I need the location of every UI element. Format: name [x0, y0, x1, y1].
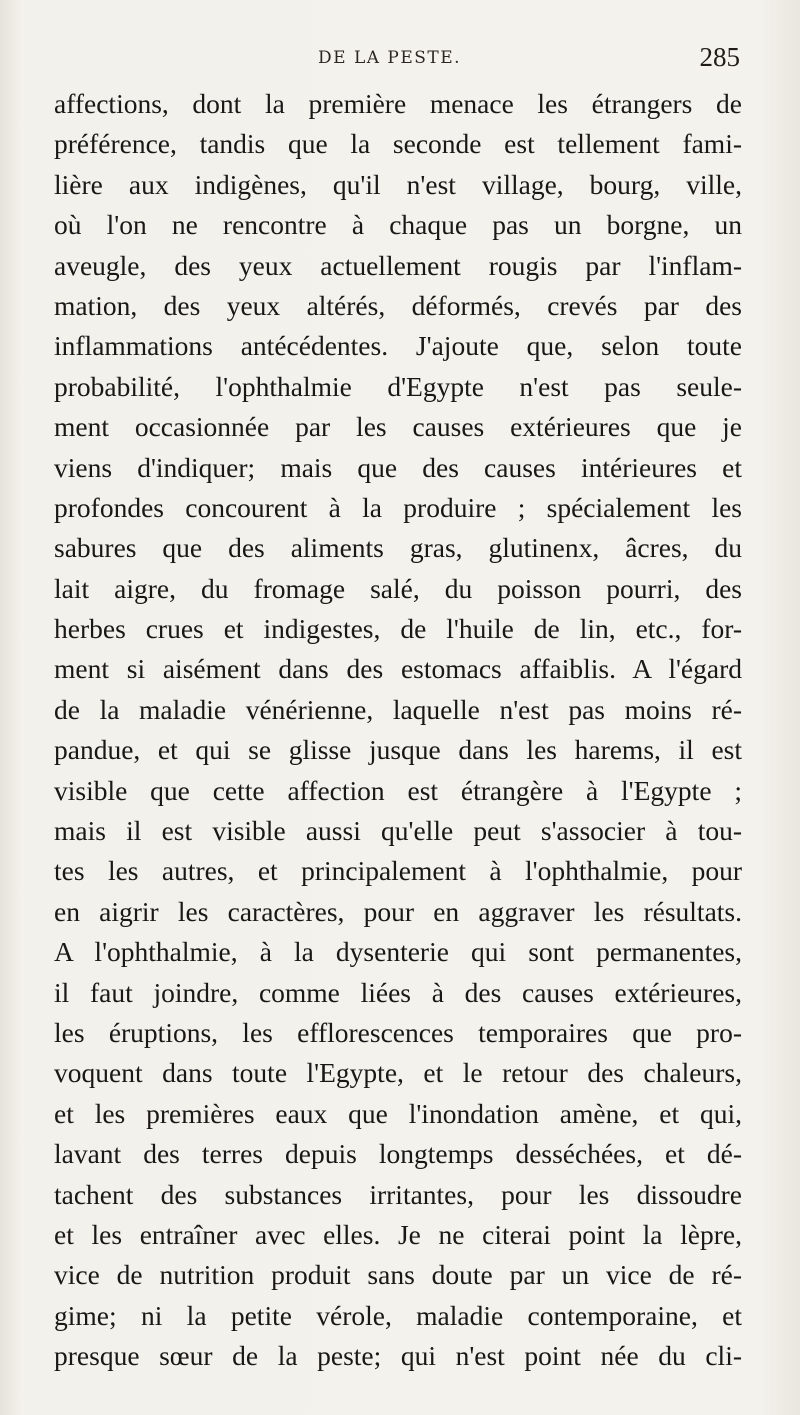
- text-line: profondes concourent à la produire ; spécialement les: [54, 491, 742, 523]
- text-line: visible que cette affection est étrangère à l'Egypte ;: [54, 774, 742, 806]
- text-line: tes les autres, et principalement à l'ophthalmie, pour: [54, 855, 742, 887]
- text-line: herbes crues et indigestes, de l'huile de lin, etc., for-: [54, 613, 742, 645]
- text-line: et les premières eaux que l'inondation amène, et qui,: [54, 1097, 742, 1129]
- text-line: voquent dans toute l'Egypte, et le retour des chaleurs,: [54, 1057, 742, 1089]
- body-text: [54, 84, 742, 1377]
- text-line: probabilité, l'ophthalmie d'Egypte n'est pas seule-: [54, 370, 742, 402]
- running-head: DE LA PESTE.: [318, 48, 462, 68]
- text-line: sabures que des aliments gras, glutinenx, âcres, du: [54, 532, 742, 564]
- page-header: [0, 42, 800, 76]
- text-line: de la maladie vénérienne, laquelle n'est pas moins ré-: [54, 693, 742, 725]
- text-line: lait aigre, du fromage salé, du poisson pourri, des: [54, 572, 742, 604]
- text-line: tachent des substances irritantes, pour les dissoudre: [54, 1178, 742, 1210]
- text-line: lière aux indigènes, qu'il n'est village, bourg, ville,: [54, 168, 742, 200]
- text-line: les éruptions, les efflorescences temporaires que pro-: [54, 1016, 742, 1048]
- text-line: où l'on ne rencontre à chaque pas un borgne, un: [54, 209, 742, 241]
- text-line: A l'ophthalmie, à la dysenterie qui sont permanentes,: [54, 936, 742, 968]
- text-line: affections, dont la première menace les étrangers de: [54, 88, 742, 119]
- text-line: mation, des yeux altérés, déformés, crevés par des: [54, 289, 742, 321]
- text-line: gime; ni la petite vérole, maladie contemporaine, et: [54, 1299, 742, 1331]
- text-line: préférence, tandis que la seconde est tellement fami-: [54, 128, 742, 160]
- text-line: viens d'indiquer; mais que des causes intérieures et: [54, 451, 742, 483]
- text-line: lavant des terres depuis longtemps desséchées, et dé-: [54, 1138, 742, 1170]
- text-line: il faut joindre, comme liées à des causes extérieures,: [54, 976, 742, 1008]
- text-line: mais il est visible aussi qu'elle peut s'associer à tou-: [54, 815, 742, 847]
- text-line: ment occasionnée par les causes extérieures que je: [54, 411, 742, 443]
- page-number: 285: [699, 42, 740, 72]
- text-line: vice de nutrition produit sans doute par un vice de ré-: [54, 1259, 742, 1291]
- text-line: aveugle, des yeux actuellement rougis par l'inflam-: [54, 249, 742, 281]
- text-line: inflammations antécédentes. J'ajoute que, selon toute: [54, 330, 742, 362]
- text-line: pandue, et qui se glisse jusque dans les harems, il est: [54, 734, 742, 766]
- text-line: presque sœur de la peste; qui n'est point née du cli-: [54, 1340, 742, 1372]
- text-line: en aigrir les caractères, pour en aggraver les résultats.: [54, 895, 742, 927]
- text-line: ment si aisément dans des estomacs affaiblis. A l'égard: [54, 653, 742, 685]
- text-line: et les entraîner avec elles. Je ne citerai point la lèpre,: [54, 1218, 742, 1250]
